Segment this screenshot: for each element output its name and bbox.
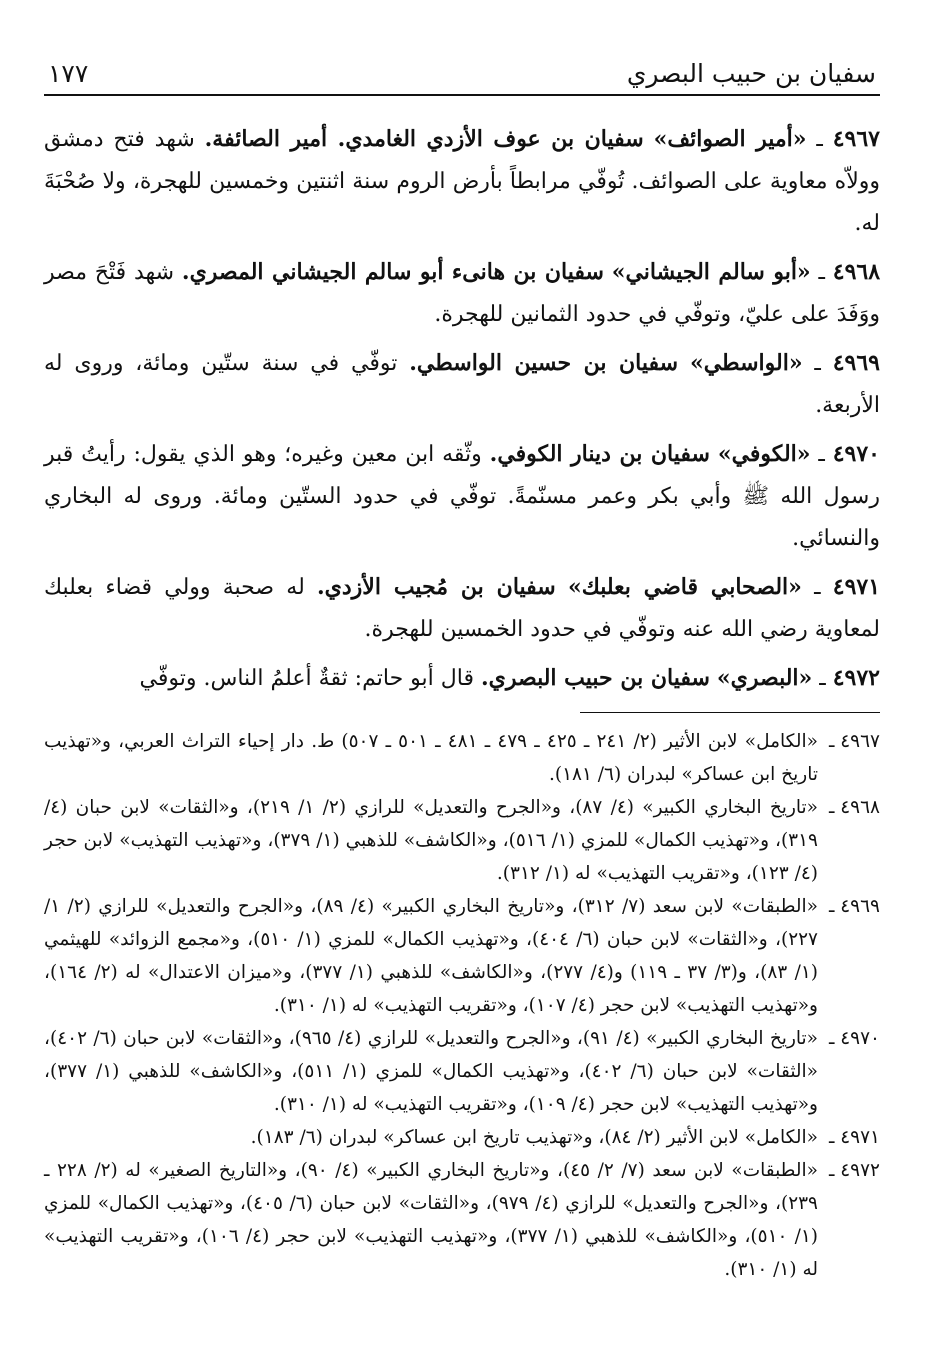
footnote-text: «الطبقات» لابن سعد (٧/ ٣١٢)، و«تاريخ البخاري الكبير» (٤/ ٨٩)، و«الجرح والتعديل» للرازي (٢/ ١/ ٢٢٧)، و«الثقات» لابن حبان (٦/ ٤٠٤)، و«تهذيب الكمال» للمزي (١/ ٥١٠)، و«مجمع الزوائد» للهيثمي (١/ ٨٣)، و(٣/ ٣٧ ـ ١١٩) و(٤/ ٢٧٧)، و«الكاشف» للذهبي (١/ ٣٧٧)، و«ميزان الاعتدال» له (٢/ ١٦٤)، و«تهذيب التهذيب» لابن حجر (٤/ ١٠٧)، و«تقريب التهذيب» له (١/ ٣١٠).	[44, 896, 818, 1016]
entry-text: له صحبة وولي قضاء بعلبك لمعاوية رضي الله عنه وتوفّي في حدود الخمسين للهجرة.	[44, 575, 880, 642]
footnote	[44, 1022, 880, 1121]
biography-entry: ٤٩٧٢ ـ «البصري» سفيان بن حبيب البصري. قال أبو حاتم: ثقةٌ أعلمُ الناس. وتوفّي	[139, 665, 880, 691]
footnote	[44, 1121, 880, 1154]
entry-name: سفيان بن دينار الكوفي.	[489, 441, 710, 467]
biography-entry: ٤٩٦٨ ـ «أبو سالم الجيشاني» سفيان بن هانىء أبو سالم الجيشاني المصري. شهد فَتْحَ مصر ووَفَدَ على عليّ، وتوفّي في حدود الثمانين للهجرة.	[44, 259, 881, 327]
entry-epithet: «الواسطي»	[689, 350, 803, 376]
footnote-number: ٤٩٧٢ ـ	[828, 1160, 880, 1181]
entry-name: سفيان بن مُجيب الأزدي.	[317, 574, 556, 600]
footnote-text: «تاريخ البخاري الكبير» (٤/ ٩١)، و«الجرح والتعديل» للرازي (٤/ ٩٦٥)، و«الثقات» لابن حبان (٦/ ٤٠٢)، «الثقات» لابن حبان (٦/ ٤٠٢)، و«تهذيب الكمال» للمزي (١/ ٥١١)، و«الكاشف» للذهبي (١/ ٣٧٧)، و«تهذيب التهذيب» لابن حجر (٤/ ١٠٩)، و«تقريب التهذيب» له (١/ ٣١٠).	[44, 1028, 818, 1115]
entry-text: شهد فَتْحَ مصر ووَفَدَ على عليّ، وتوفّي في حدود الثمانين للهجرة.	[44, 260, 880, 327]
entry-epithet: «الكوفي»	[717, 441, 811, 467]
biography-entry: ٤٩٦٩ ـ «الواسطي» سفيان بن حسين الواسطي. توفّي في سنة ستّين ومائة، وروى له الأربعة.	[44, 350, 880, 418]
footnote-text: «تاريخ البخاري الكبير» (٤/ ٨٧)، و«الجرح والتعديل» للرازي (٢/ ١/ ٢١٩)، و«الثقات» لابن حبان (٤/ ٣١٩)، و«تهذيب الكمال» للمزي (١/ ٥١٦)، و«الكاشف» للذهبي (١/ ٣٧٩)، و«تهذيب التهذيب» لابن حجر (٤/ ١٢٣)، و«تقريب التهذيب» له (١/ ٣١٢).	[44, 797, 818, 884]
footnote	[44, 890, 880, 1022]
biography-entry: ٤٩٧١ ـ «الصحابي قاضي بعلبك» سفيان بن مُجيب الأزدي. له صحبة وولي قضاء بعلبك لمعاوية رضي الله عنه وتوفّي في حدود الخمسين للهجرة.	[44, 574, 881, 642]
entry-number: ٤٩٦٨	[832, 259, 881, 285]
biography-entry: ٤٩٧٠ ـ «الكوفي» سفيان بن دينار الكوفي. وثّقه ابن معين وغيره؛ وهو الذي يقول: رأيتُ قبر رسول الله ﷺ وأبي بكر وعمر مسنّمةً. توفّي في حدود الستّين ومائة. وروى له البخاري والنسائي.	[44, 441, 880, 551]
book-page	[44, 46, 880, 1286]
entry-name: سفيان بن عوف الأزدي الغامدي. أمير الصائفة.	[204, 126, 644, 152]
entry-name: سفيان بن حسين الواسطي.	[409, 350, 679, 376]
page-header	[44, 46, 880, 96]
footnote	[44, 791, 880, 890]
entry-number: ٤٩٦٧	[832, 126, 880, 152]
footnote-number: ٤٩٧١ ـ	[828, 1127, 880, 1148]
entry-text: وثّقه ابن معين وغيره؛ وهو الذي يقول: رأيتُ قبر رسول الله ﷺ وأبي بكر وعمر مسنّمةً. توفّي في حدود الستّين ومائة. وروى له البخاري والنسائي.	[44, 442, 880, 551]
entry-epithet: «أبو سالم الجيشاني»	[611, 259, 811, 285]
footnote-number: ٤٩٧٠ ـ	[828, 1028, 880, 1049]
footnote	[44, 1154, 880, 1286]
entry-epithet: «البصري»	[716, 665, 813, 691]
biography-entry: ٤٩٦٧ ـ «أمير الصوائف» سفيان بن عوف الأزدي الغامدي. أمير الصائفة. شهد فتح دمشق وولاّه معاوية على الصوائف. تُوفّي مرابطاً بأرض الروم سنة اثنتين وخمسين للهجرة، ولا صُحْبَةَ له.	[44, 126, 880, 236]
footnote-number: ٤٩٦٩ ـ	[828, 896, 880, 917]
footnote-number: ٤٩٦٨ ـ	[828, 797, 880, 818]
entry-text: توفّي في سنة ستّين ومائة، وروى له الأربعة.	[44, 351, 880, 418]
entry-number: ٤٩٦٩	[832, 350, 880, 376]
entry-name: سفيان بن هانىء أبو سالم الجيشاني المصري.	[181, 259, 604, 285]
footnote-text: «الكامل» لابن الأثير (٢/ ٨٤)، و«تهذيب تاريخ ابن عساكر» لبدران (٦/ ١٨٣).	[250, 1127, 818, 1148]
footnotes	[44, 725, 880, 1286]
entry-number: ٤٩٧٢	[832, 665, 880, 691]
footnote-text: «الطبقات» لابن سعد (٧/ ٢/ ٤٥)، و«تاريخ البخاري الكبير» (٤/ ٩٠)، و«التاريخ الصغير» له (٢/ ٢٢٨ ـ ٢٣٩)، و«الجرح والتعديل» للرازي (٤/ ٩٧٩)، و«الثقات» لابن حبان (٦/ ٤٠٥)، و«تهذيب الكمال» للمزي (١/ ٥١٠)، و«الكاشف» للذهبي (١/ ٣٧٧)، و«تهذيب التهذيب» لابن حجر (٤/ ١٠٦)، و«تقريب التهذيب» له (١/ ٣١٠).	[44, 1160, 818, 1280]
page-number: ١٧٧	[48, 59, 89, 88]
entry-text: قال أبو حاتم: ثقةٌ أعلمُ الناس. وتوفّي	[139, 666, 474, 691]
entry-number: ٤٩٧٠	[832, 441, 880, 467]
entry-name: سفيان بن حبيب البصري.	[480, 665, 710, 691]
footnote-divider	[580, 712, 880, 713]
footnote-number: ٤٩٦٧ ـ	[828, 731, 880, 752]
entry-text: شهد فتح دمشق وولاّه معاوية على الصوائف. تُوفّي مرابطاً بأرض الروم سنة اثنتين وخمسين للهجرة، ولا صُحْبَةَ له.	[44, 127, 880, 236]
footnote	[44, 725, 880, 791]
entry-epithet: «أمير الصوائف»	[653, 126, 807, 152]
main-text	[44, 118, 880, 700]
entry-epithet: «الصحابي قاضي بعلبك»	[567, 574, 802, 600]
running-title: سفيان بن حبيب البصري	[626, 59, 876, 88]
entry-number: ٤٩٧١	[832, 574, 881, 600]
footnote-text: «الكامل» لابن الأثير (٢/ ٢٤١ ـ ٤٢٥ ـ ٤٧٩ ـ ٤٨١ ـ ٥٠١ ـ ٥٠٧) ط. دار إحياء التراث العربي، و«تهذيب تاريخ ابن عساكر» لبدران (٦/ ١٨١).	[44, 731, 818, 785]
